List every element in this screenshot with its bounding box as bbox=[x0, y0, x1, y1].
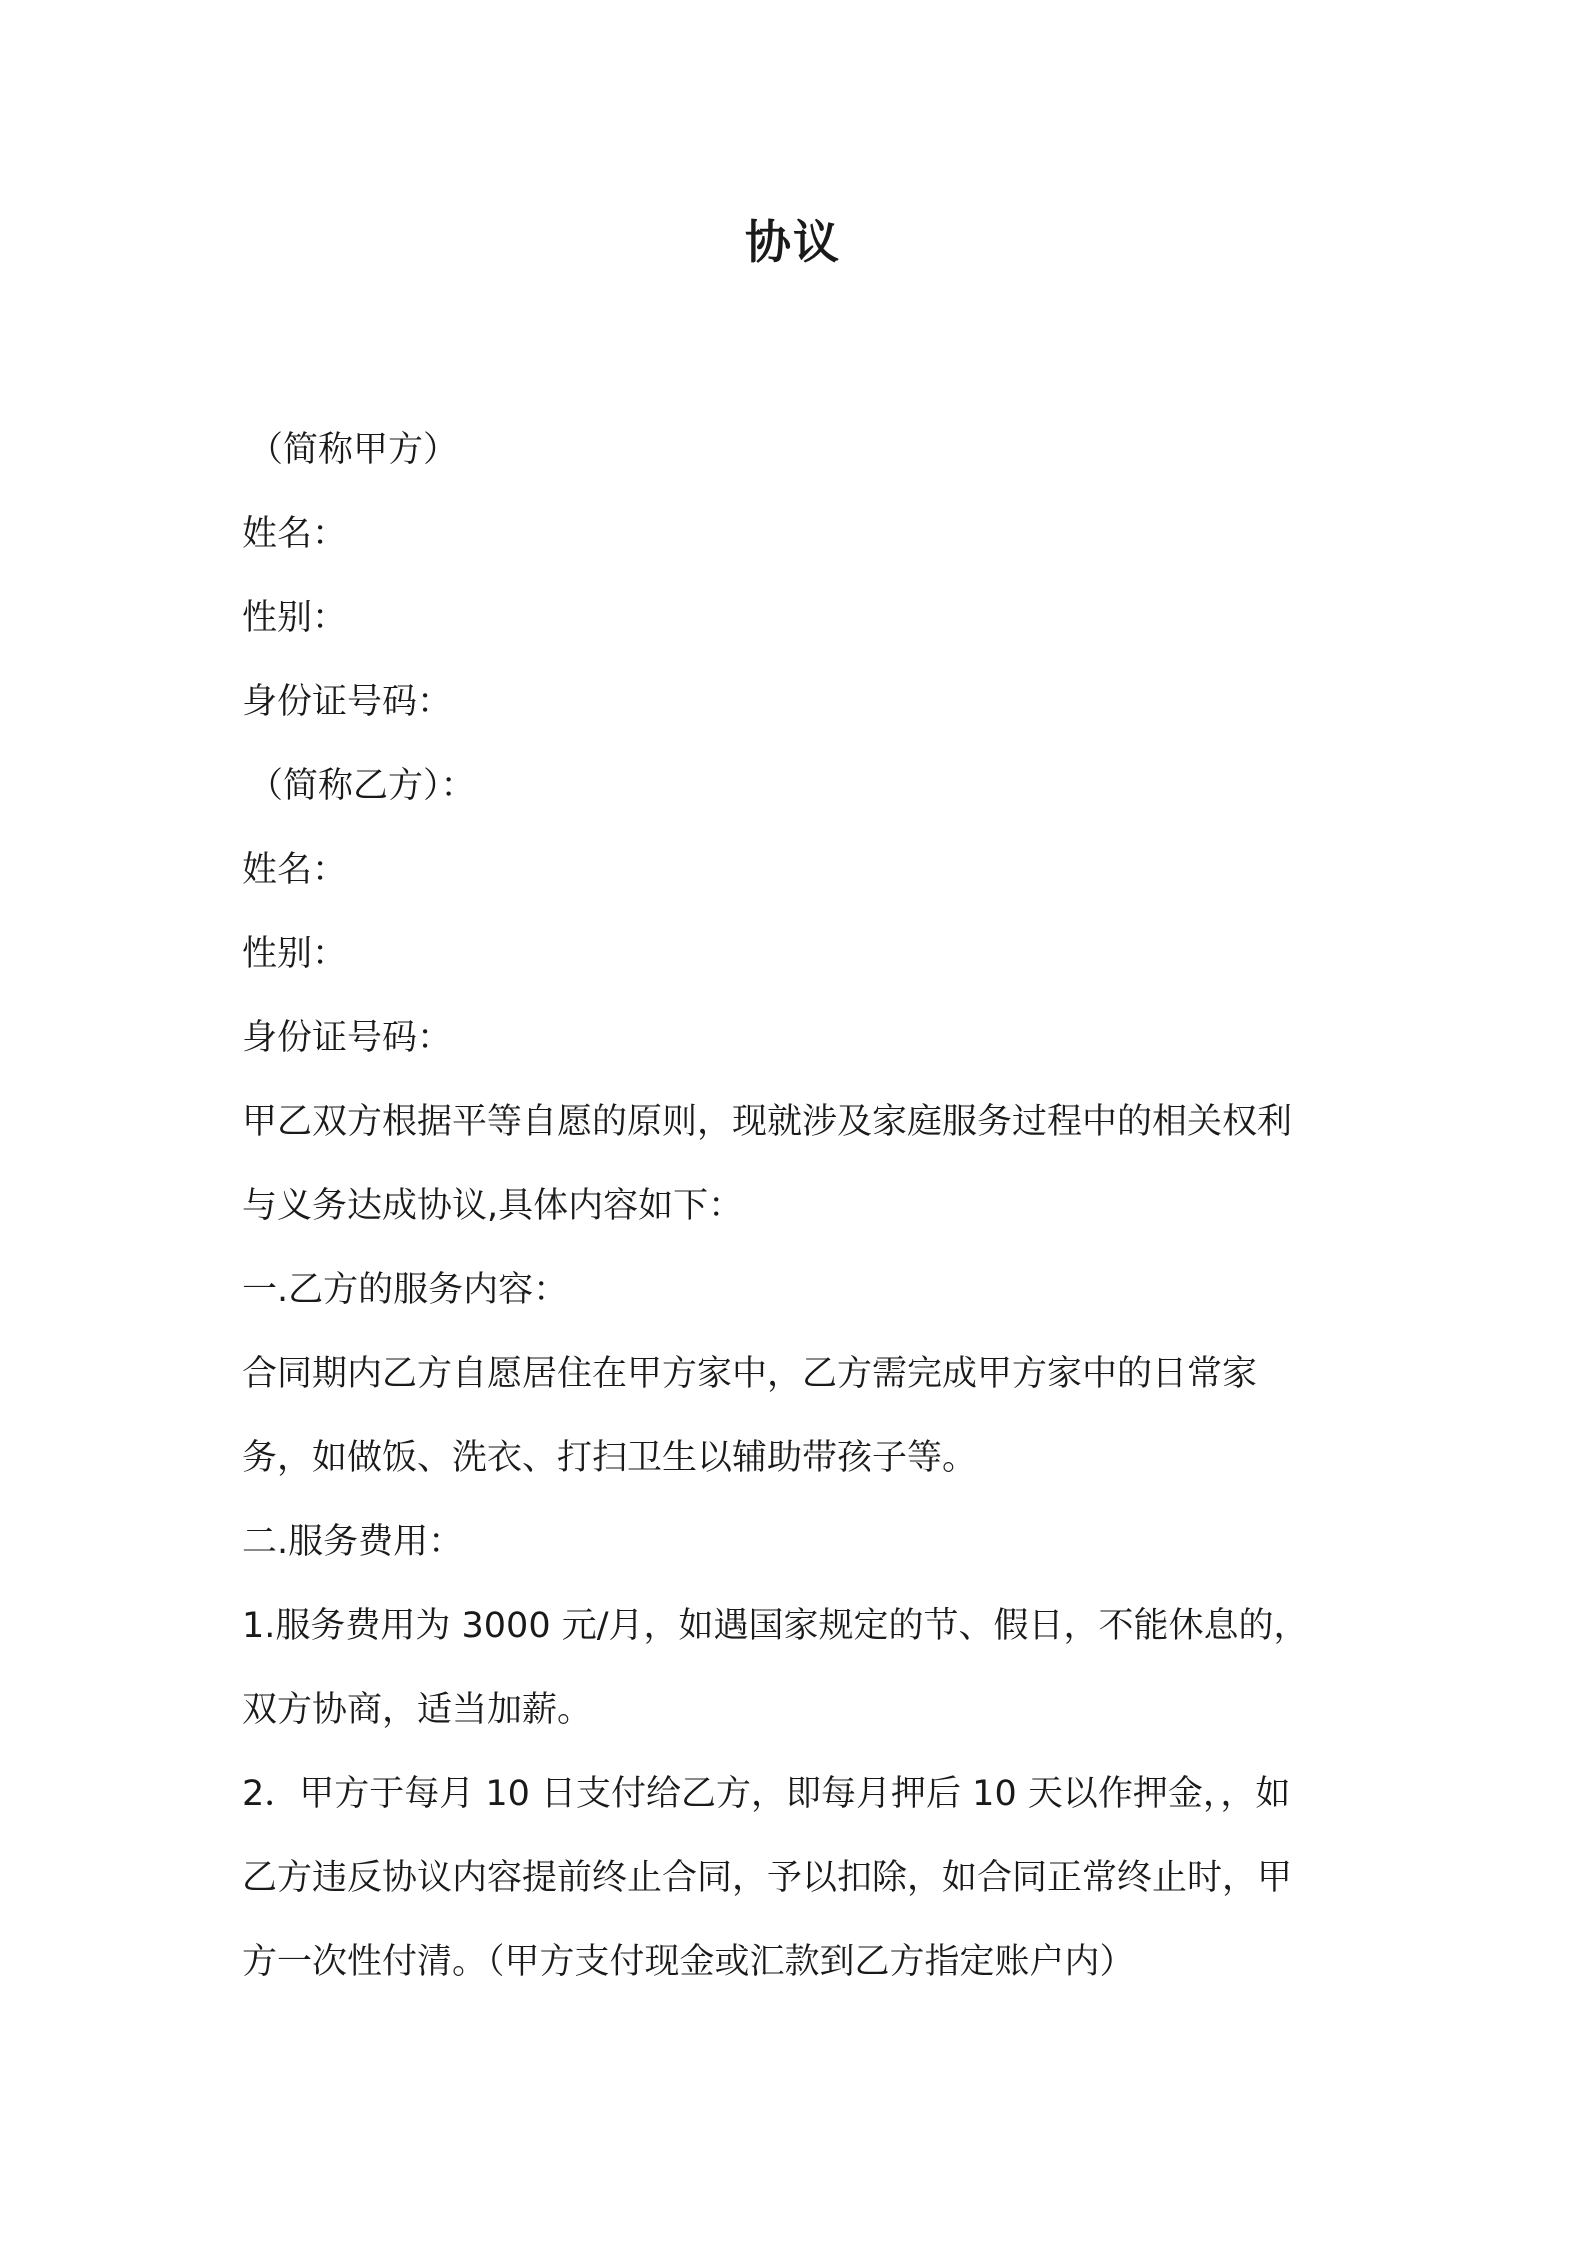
party-a-gender-label: 性别： bbox=[242, 598, 348, 638]
party-b-heading: （简称乙方）： bbox=[248, 766, 476, 806]
page-title: 协议 bbox=[745, 215, 841, 269]
section2-heading: 二.服务费用： bbox=[242, 1522, 464, 1562]
party-a-id-label: 身份证号码： bbox=[242, 682, 453, 722]
party-b-name-label: 姓名： bbox=[242, 850, 348, 890]
section1-line: 合同期内乙方自愿居住在甲方家中，乙方需完成甲方家中的日常家 bbox=[242, 1354, 1258, 1394]
document-body bbox=[242, 408, 1362, 2004]
preamble-line: 甲乙双方根据平等自愿的原则，现就涉及家庭服务过程中的相关权利 bbox=[242, 1102, 1293, 1142]
section2-item2-line: 2．甲方于每月 10 日支付给乙方，即每月押后 10 天以作押金，，如 bbox=[242, 1774, 1291, 1814]
section2-item2-line: 乙方违反协议内容提前终止合同，予以扣除，如合同正常终止时，甲 bbox=[242, 1858, 1293, 1898]
party-b-gender-label: 性别： bbox=[242, 934, 348, 974]
party-b-id-label: 身份证号码： bbox=[242, 1018, 453, 1058]
section2-item1-line: 1.服务费用为 3000 元/月，如遇国家规定的节、假日，不能休息的， bbox=[242, 1606, 1309, 1646]
section1-line: 务，如做饭、洗衣、打扫卫生以辅助带孩子等。 bbox=[242, 1438, 978, 1478]
section2-item1-line: 双方协商，适当加薪。 bbox=[242, 1690, 593, 1730]
section2-item2-line: 方一次性付清。（甲方支付现金或汇款到乙方指定账户内） bbox=[242, 1942, 1135, 1982]
party-a-name-label: 姓名： bbox=[242, 514, 348, 554]
preamble-line: 与义务达成协议,具体内容如下： bbox=[242, 1186, 744, 1226]
party-a-heading: （简称甲方） bbox=[248, 430, 459, 470]
section1-heading: 一.乙方的服务内容： bbox=[242, 1270, 569, 1310]
